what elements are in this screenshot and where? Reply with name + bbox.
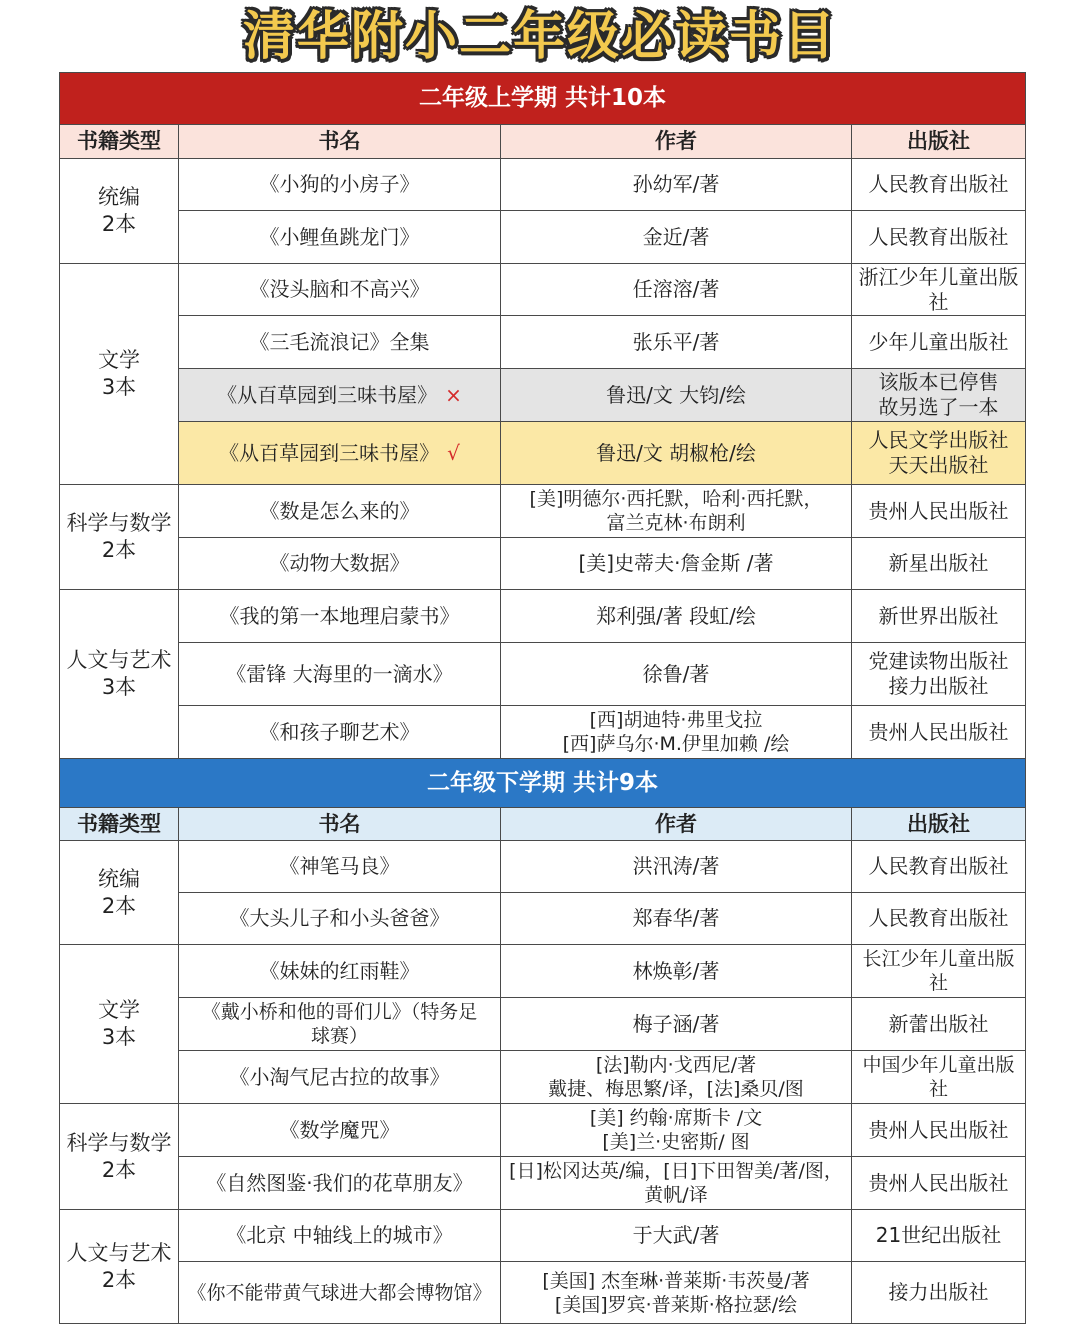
book-title: 《小鲤鱼跳龙门》 [179,211,501,264]
table-row [60,1262,1026,1324]
book-author: 林焕彰/著 [501,945,852,998]
table-row [60,369,1026,422]
book-publisher: 浙江少年儿童出版社 [852,264,1026,316]
book-author: 金近/著 [501,211,852,264]
book-author: 徐鲁/著 [501,643,852,706]
book-publisher: 长江少年儿童出版 社 [852,945,1026,998]
book-author: 郑春华/著 [501,893,852,945]
book-title: 《北京 中轴线上的城市》 [179,1210,501,1262]
book-publisher: 少年儿童出版社 [852,316,1026,369]
table-row [60,538,1026,590]
book-publisher: 21世纪出版社 [852,1210,1026,1262]
book-author: 鲁迅/文 胡椒枪/绘 [501,422,852,485]
book-title: 《和孩子聊艺术》 [179,706,501,759]
book-publisher: 贵州人民出版社 [852,485,1026,538]
table-row [60,643,1026,706]
book-title: 《三毛流浪记》全集 [179,316,501,369]
table-row [60,264,1026,316]
category-cell: 统编 2本 [60,841,179,945]
book-publisher: 该版本已停售 故另选了一本 [852,369,1026,422]
book-title: 《动物大数据》 [179,538,501,590]
semester2-table [59,758,1026,1324]
table-row [60,841,1026,893]
table-row [60,1104,1026,1157]
category-cell: 科学与数学 2本 [60,1104,179,1210]
book-publisher: 新蕾出版社 [852,998,1026,1051]
book-author: [美] 约翰·席斯卡 /文 [美]兰·史密斯/ 图 [501,1104,852,1157]
book-author: [日]松冈达英/编，[日]下田智美/著/图， 黄帆/译 [501,1157,852,1210]
book-publisher: 党建读物出版社 接力出版社 [852,643,1026,706]
column-header-publisher: 出版社 [852,808,1026,841]
book-author: 鲁迅/文 大钧/绘 [501,369,852,422]
table-row [60,1051,1026,1104]
book-title: 《大头儿子和小头爸爸》 [179,893,501,945]
check-mark: √ [447,440,460,465]
column-header-author: 作者 [501,808,852,841]
book-author: [西]胡迪特·弗里戈拉 [西]萨乌尔·M.伊里加赖 /绘 [501,706,852,759]
table-row [60,706,1026,759]
table-row [60,590,1026,643]
book-author: [美]明德尔·西托默，哈利·西托默， 富兰克林·布朗利 [501,485,852,538]
column-header-publisher: 出版社 [852,125,1026,159]
book-author: 梅子涵/著 [501,998,852,1051]
book-publisher: 人民教育出版社 [852,159,1026,211]
table-row [60,422,1026,485]
semester1-table [59,72,1026,759]
book-publisher: 新星出版社 [852,538,1026,590]
page-title: 清华附小二年级必读书目 [242,7,837,67]
column-header-type: 书籍类型 [60,125,179,159]
table-row [60,211,1026,264]
cross-mark: × [445,382,462,407]
column-header-title: 书名 [179,808,501,841]
book-title: 《神笔马良》 [179,841,501,893]
column-header-author: 作者 [501,125,852,159]
book-author: 孙幼军/著 [501,159,852,211]
book-title: 《从百草园到三味书屋》 × [179,369,501,422]
column-header-type: 书籍类型 [60,808,179,841]
category-cell: 文学 3本 [60,945,179,1104]
book-author: [美国] 杰奎琳·普莱斯·韦茨曼/著 [美国]罗宾·普莱斯·格拉瑟/绘 [501,1262,852,1324]
book-publisher: 中国少年儿童出版 社 [852,1051,1026,1104]
table-row [60,998,1026,1051]
book-title: 《你不能带黄气球进大都会博物馆》 [179,1262,501,1324]
book-title: 《自然图鉴·我们的花草朋友》 [179,1157,501,1210]
book-author: [美]史蒂夫·詹金斯 /著 [501,538,852,590]
book-author: 任溶溶/著 [501,264,852,316]
table-row [60,159,1026,211]
book-author: 洪汛涛/著 [501,841,852,893]
book-title: 《我的第一本地理启蒙书》 [179,590,501,643]
book-publisher: 人民教育出版社 [852,893,1026,945]
section-header: 二年级下学期 共计9本 [60,759,1026,808]
book-publisher: 新世界出版社 [852,590,1026,643]
book-title: 《数是怎么来的》 [179,485,501,538]
book-title: 《小淘气尼古拉的故事》 [179,1051,501,1104]
section-header: 二年级上学期 共计10本 [60,73,1026,125]
book-publisher: 接力出版社 [852,1262,1026,1324]
table-row [60,945,1026,998]
book-title: 《戴小桥和他的哥们儿》（特务足 球赛） [179,998,501,1051]
table-row [60,893,1026,945]
table-row [60,316,1026,369]
book-publisher: 贵州人民出版社 [852,1104,1026,1157]
book-author: 郑利强/著 段虹/绘 [501,590,852,643]
table-row [60,485,1026,538]
book-title: 《妹妹的红雨鞋》 [179,945,501,998]
category-cell: 人文与艺术 2本 [60,1210,179,1324]
table-row [60,1157,1026,1210]
book-title: 《小狗的小房子》 [179,159,501,211]
book-publisher: 贵州人民出版社 [852,706,1026,759]
category-cell: 文学 3本 [60,264,179,485]
book-publisher: 人民文学出版社 天天出版社 [852,422,1026,485]
category-cell: 统编 2本 [60,159,179,264]
category-cell: 科学与数学 2本 [60,485,179,590]
category-cell: 人文与艺术 3本 [60,590,179,759]
book-publisher: 人民教育出版社 [852,211,1026,264]
table-row [60,1210,1026,1262]
book-title: 《从百草园到三味书屋》 √ [179,422,501,485]
book-publisher: 人民教育出版社 [852,841,1026,893]
book-author: [法]勒内·戈西尼/著 戴捷、梅思繁/译，[法]桑贝/图 [501,1051,852,1104]
book-author: 张乐平/著 [501,316,852,369]
book-title: 《没头脑和不高兴》 [179,264,501,316]
book-title: 《数学魔咒》 [179,1104,501,1157]
book-publisher: 贵州人民出版社 [852,1157,1026,1210]
book-title: 《雷锋 大海里的一滴水》 [179,643,501,706]
column-header-title: 书名 [179,125,501,159]
book-author: 于大武/著 [501,1210,852,1262]
